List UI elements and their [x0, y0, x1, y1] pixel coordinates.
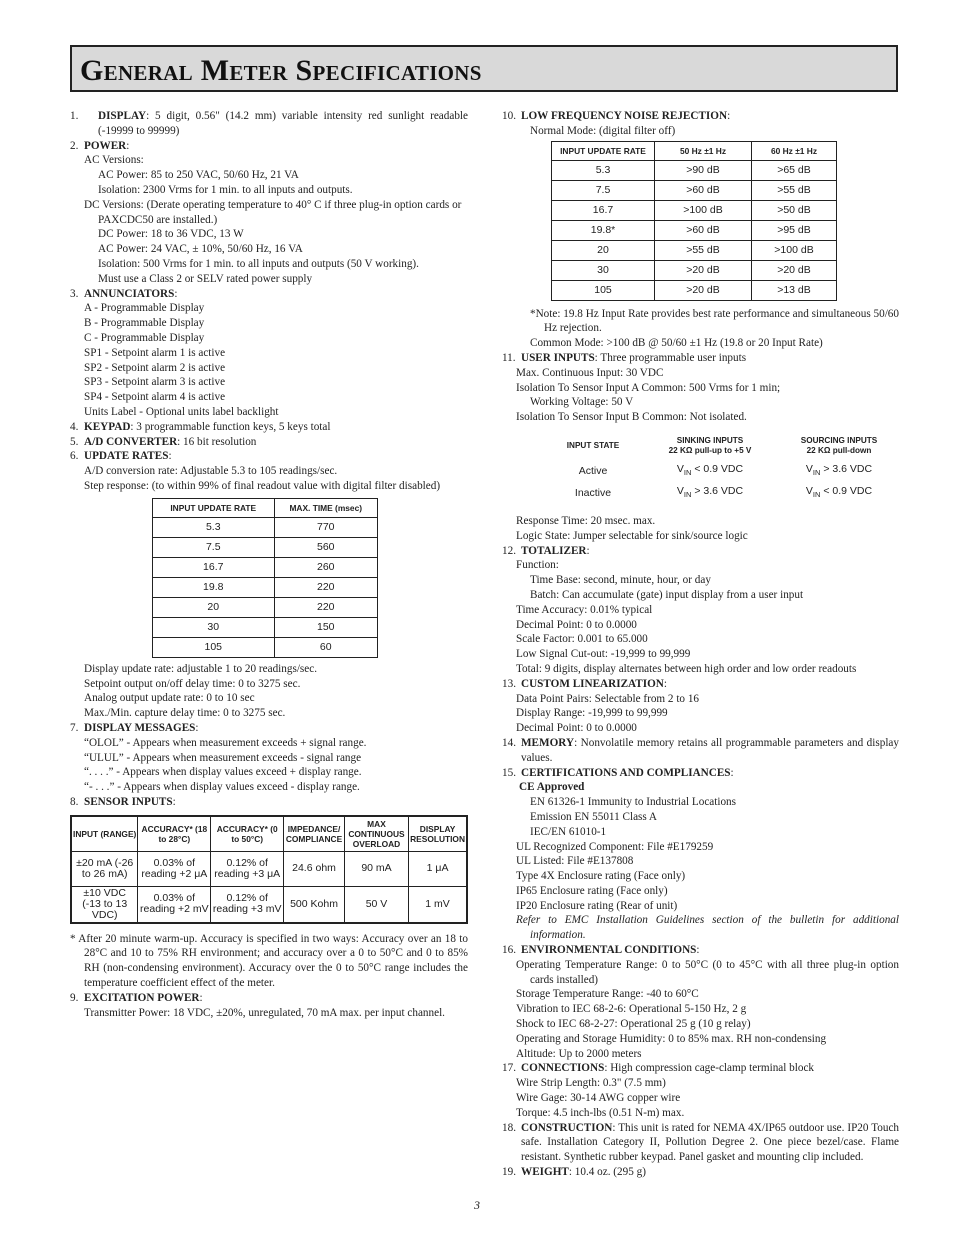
update-after: Setpoint output on/off delay time: 0 to 3275 sec. [84, 677, 301, 690]
spec-construction: 18. CONSTRUCTION: This unit is rated for NEMA 4X/IP65 outdoor use. IP20 Touch safe. Installation Category II, Pollution Degree 2. One piece bezel/case. Flame resistant. Synthetic rubber keypad. Panel gasket and mounting clip included. [502, 1121, 899, 1164]
spec-user-inputs: 11. USER INPUTS: Three programmable user inputs [502, 351, 747, 364]
list-item: Scale Factor: 0.001 to 65.000 [516, 633, 648, 646]
excitation-text: Transmitter Power: 18 VDC, ±20%, unregulated, 70 mA max. per input channel. [84, 1006, 445, 1019]
list-item: Total: 9 digits, display alternates between high order and low order readouts [516, 662, 857, 675]
noise-normal: Normal Mode: (digital filter off) [530, 124, 676, 137]
update-conv: A/D conversion rate: Adjustable 5.3 to 105 readings/sec. [84, 465, 338, 478]
list-item: Data Point Pairs: Selectable from 2 to 16 [516, 692, 700, 705]
table-row: Inactive $V_{IN} > 3.6$ VDC $V_{IN} < 0.9$ VDC [574, 484, 873, 499]
list-item: “- . . .” - Appears when display values exceed - display range. [84, 781, 360, 794]
update-after: Display update rate: adjustable 1 to 20 readings/sec. [84, 662, 318, 675]
table-header: DISPLAY RESOLUTION [409, 816, 467, 852]
list-item: Shock to IEC 68-2-27: Operational 25 g (10 g relay) [516, 1018, 751, 1031]
list-item: SP2 - Setpoint alarm 2 is active [84, 361, 226, 374]
table-header: INPUT UPDATE RATE [552, 141, 655, 160]
list-item: A - Programmable Display [84, 302, 205, 315]
user-inputs-max: Max. Continuous Input: 30 VDC [516, 366, 664, 379]
list-item: IP20 Enclosure rating (Rear of unit) [516, 899, 678, 912]
list-item: SP1 - Setpoint alarm 1 is active [84, 346, 226, 359]
table-row: 16.7 260 [153, 557, 378, 577]
list-item: Decimal Point: 0 to 0.0000 [516, 618, 637, 631]
table-row: 7.5 >60 dB >55 dB [552, 180, 837, 200]
table-row: 30 >20 dB >20 dB [552, 260, 837, 280]
update-after: Analog output update rate: 0 to 10 sec [84, 692, 255, 705]
table-header: INPUT UPDATE RATE [153, 498, 275, 517]
totalizer-timebase: Time Base: second, minute, hour, or day [530, 574, 711, 587]
spec-ad-converter: 5. A/D CONVERTER: 16 bit resolution [70, 435, 257, 448]
list-item: SP3 - Setpoint alarm 3 is active [84, 376, 226, 389]
list-item: SP4 - Setpoint alarm 4 is active [84, 391, 226, 404]
table-row: 7.5 560 [153, 537, 378, 557]
table-row: 19.8* >60 dB >95 dB [552, 220, 837, 240]
table-header: IMPEDANCE/ COMPLIANCE [284, 816, 345, 852]
spec-memory: 14. MEMORY: Nonvolatile memory retains all programmable parameters and display values. [502, 736, 899, 764]
spec-keypad: 4. KEYPAD: 3 programmable function keys, 5 keys total [70, 420, 331, 433]
spec-environmental: 16. ENVIRONMENTAL CONDITIONS: [502, 944, 700, 957]
table-row: 30 150 [153, 617, 378, 637]
list-item: Display Range: -19,999 to 99,999 [516, 707, 668, 720]
list-item: C - Programmable Display [84, 331, 205, 344]
list-item: IEC/EN 61010-1 [530, 825, 607, 838]
table-header: ACCURACY* (18 to 28°C) [138, 816, 211, 852]
spec-excitation: 9. EXCITATION POWER: [70, 991, 203, 1004]
spec-weight: 19. WEIGHT: 10.4 oz. (295 g) [502, 1166, 646, 1179]
right-column [502, 109, 899, 1180]
table-row: 5.3 770 [153, 517, 378, 537]
page-title: General Meter Specifications [80, 54, 482, 87]
table-header: INPUT STATE [566, 440, 620, 450]
noise-table [551, 141, 837, 301]
user-inputs-iso-a: Isolation To Sensor Input A Common: 500 Vrms for 1 min; [516, 381, 781, 394]
list-item: “ULUL” - Appears when measurement exceeds - signal range [84, 751, 362, 764]
spec-power: 2. POWER: [70, 139, 130, 152]
table-header: 50 Hz ±1 Hz [655, 141, 752, 160]
power-dc-power: DC Power: 18 to 36 VDC, 13 W [98, 228, 244, 241]
noise-note: *Note: 19.8 Hz Input Rate provides best rate performance and simultaneous 50/60 Hz rejection. [530, 307, 899, 335]
update-after: Max./Min. capture delay time: 0 to 3275 sec. [84, 707, 286, 720]
spec-noise-rejection: 10. LOW FREQUENCY NOISE REJECTION: [502, 110, 731, 122]
update-rate-table [152, 498, 378, 658]
list-item: IP65 Enclosure rating (Face only) [516, 884, 668, 897]
totalizer-batch: Batch: Can accumulate (gate) input display from a user input [530, 588, 804, 601]
table-row: ±10 VDC (-13 to 13 VDC) 0.03% of reading +2 mV 0.12% of reading +3 mV 500 Kohm 50 V 1 mV [71, 886, 467, 923]
table-row: 105 >20 dB >13 dB [552, 280, 837, 300]
table-header: ACCURACY* (0 to 50°C) [211, 816, 284, 852]
list-item: UL Listed: File #E137808 [516, 855, 634, 868]
table-header: INPUT (RANGE) [71, 816, 138, 852]
left-column [70, 109, 468, 1020]
table-row: ±20 mA (-26 to 26 mA) 0.03% of reading +2 μA 0.12% of reading +3 μA 24.6 ohm 90 mA 1 μA [71, 851, 467, 886]
table-row: 5.3 >90 dB >65 dB [552, 160, 837, 180]
list-item: Operating and Storage Humidity: 0 to 85% max. RH non-condensing [516, 1032, 827, 1045]
list-item: EN 61326-1 Immunity to Industrial Locations [530, 796, 737, 809]
spec-update-rates: 6. UPDATE RATES: [70, 450, 172, 463]
spec-certifications: 15. CERTIFICATIONS AND COMPLIANCES: [502, 766, 734, 779]
list-item: B - Programmable Display [84, 317, 205, 330]
sensor-table [70, 815, 468, 924]
power-dc-ac-power: AC Power: 24 VAC, ± 10%, 50/60 Hz, 16 VA [98, 243, 303, 256]
spec-sensor-inputs: 8. SENSOR INPUTS: [70, 795, 176, 808]
list-item: Torque: 4.5 inch-lbs (0.51 N-m) max. [516, 1106, 685, 1119]
list-item: Type 4X Enclosure rating (Face only) [516, 870, 686, 883]
spec-linearization: 13. CUSTOM LINEARIZATION: [502, 677, 667, 690]
list-item: Emission EN 55011 Class A [530, 810, 658, 823]
table-row: 19.8 220 [153, 577, 378, 597]
user-inputs-iso-b: Isolation To Sensor Input B Common: Not isolated. [516, 411, 747, 424]
table-row: 105 60 [153, 637, 378, 657]
list-item: UL Recognized Component: File #E179259 [516, 840, 714, 853]
table-header: 60 Hz ±1 Hz [752, 141, 837, 160]
list-item: Wire Strip Length: 0.3" (7.5 mm) [516, 1077, 666, 1090]
table-row: 16.7 >100 dB >50 dB [552, 200, 837, 220]
power-ac-power: AC Power: 85 to 250 VAC, 50/60 Hz, 21 VA [98, 169, 299, 182]
list-item: Altitude: Up to 2000 meters [516, 1047, 642, 1060]
spec-annunciators: 3. ANNUNCIATORS: [70, 287, 178, 300]
sensor-note: * After 20 minute warm-up. Accuracy is specified in two ways: Accuracy over an 18 to 28°C and 10 to 75% RH environment; and accuracy over a 0 to 50°C and 0 to 85% RH (non-condensing environment). Accuracy over the 0 to 50°C range includes the temperature coefficient effect of the meter. [70, 932, 468, 990]
noise-common: Common Mode: >100 dB @ 50/60 ±1 Hz (19.8 or 20 Input Rate) [530, 337, 823, 350]
list-item: Decimal Point: 0 to 0.0000 [516, 722, 637, 735]
spec-display: 1. DISPLAY: 5 digit, 0.56" (14.2 mm) variable intensity red sunlight readable (-19999 to 99999) [70, 110, 468, 137]
input-state-table [542, 435, 902, 504]
list-item: Storage Temperature Range: -40 to 60°C [516, 988, 699, 1001]
power-dc-class: Must use a Class 2 or SELV rated power supply [98, 272, 313, 285]
list-item: “OLOL” - Appears when measurement exceeds + signal range. [84, 736, 367, 749]
table-row: Active $V_{IN} < 0.9$ VDC $V_{IN} > 3.6$ VDC [578, 462, 873, 477]
power-ac-head: AC Versions: [84, 154, 144, 167]
certs-ce: CE Approved [519, 781, 585, 794]
power-ac-iso: Isolation: 2300 Vrms for 1 min. to all inputs and outputs. [98, 183, 353, 196]
page-number: 3 [474, 1198, 480, 1212]
certs-refer: Refer to EMC Installation Guidelines section of the bulletin for additional information. [516, 914, 899, 942]
table-header: MAX. TIME (msec) [274, 498, 378, 517]
list-item: Wire Gage: 30-14 AWG copper wire [516, 1092, 681, 1105]
user-inputs-working: Working Voltage: 50 V [530, 396, 634, 409]
list-item: Low Signal Cut-out: -19,999 to 99,999 [516, 648, 691, 661]
table-row: 20 220 [153, 597, 378, 617]
spec-display-messages: 7. DISPLAY MESSAGES: [70, 721, 199, 734]
list-item: Vibration to IEC 68-2-6: Operational 5-150 Hz, 2 g [516, 1003, 747, 1016]
power-dc-head: DC Versions: (Derate operating temperature to 40° C if three plug-in option cards or PAXCDC50 are installed.) [84, 198, 462, 226]
spec-connections: 17. CONNECTIONS: High compression cage-clamp terminal block [502, 1062, 815, 1075]
list-item: “. . . .” - Appears when display values exceed + display range. [84, 766, 362, 779]
user-inputs-response: Response Time: 20 msec. max. [516, 514, 656, 527]
spec-totalizer: 12. TOTALIZER: [502, 544, 590, 557]
list-item: Time Accuracy: 0.01% typical [516, 603, 653, 616]
power-dc-iso: Isolation: 500 Vrms for 1 min. to all inputs and outputs (50 V working). [98, 257, 419, 270]
table-row: 20 >55 dB >100 dB [552, 240, 837, 260]
title-box [70, 45, 898, 92]
update-step: Step response: (to within 99% of final readout value with digital filter disabled) [84, 479, 441, 492]
table-header: MAX CONTINUOUS OVERLOAD [344, 816, 408, 852]
table-header: SINKING INPUTS 22 KΩ pull-up to +5 V [668, 435, 752, 455]
user-inputs-logic: Logic State: Jumper selectable for sink/source logic [516, 529, 748, 542]
totalizer-function: Function: [516, 559, 559, 572]
table-header: SOURCING INPUTS 22 KΩ pull-down [800, 435, 878, 455]
list-item: Units Label - Optional units label backlight [84, 405, 279, 418]
environment-operating: Operating Temperature Range: 0 to 50°C (0 to 45°C with all three plug-in option cards installed) [516, 958, 899, 986]
